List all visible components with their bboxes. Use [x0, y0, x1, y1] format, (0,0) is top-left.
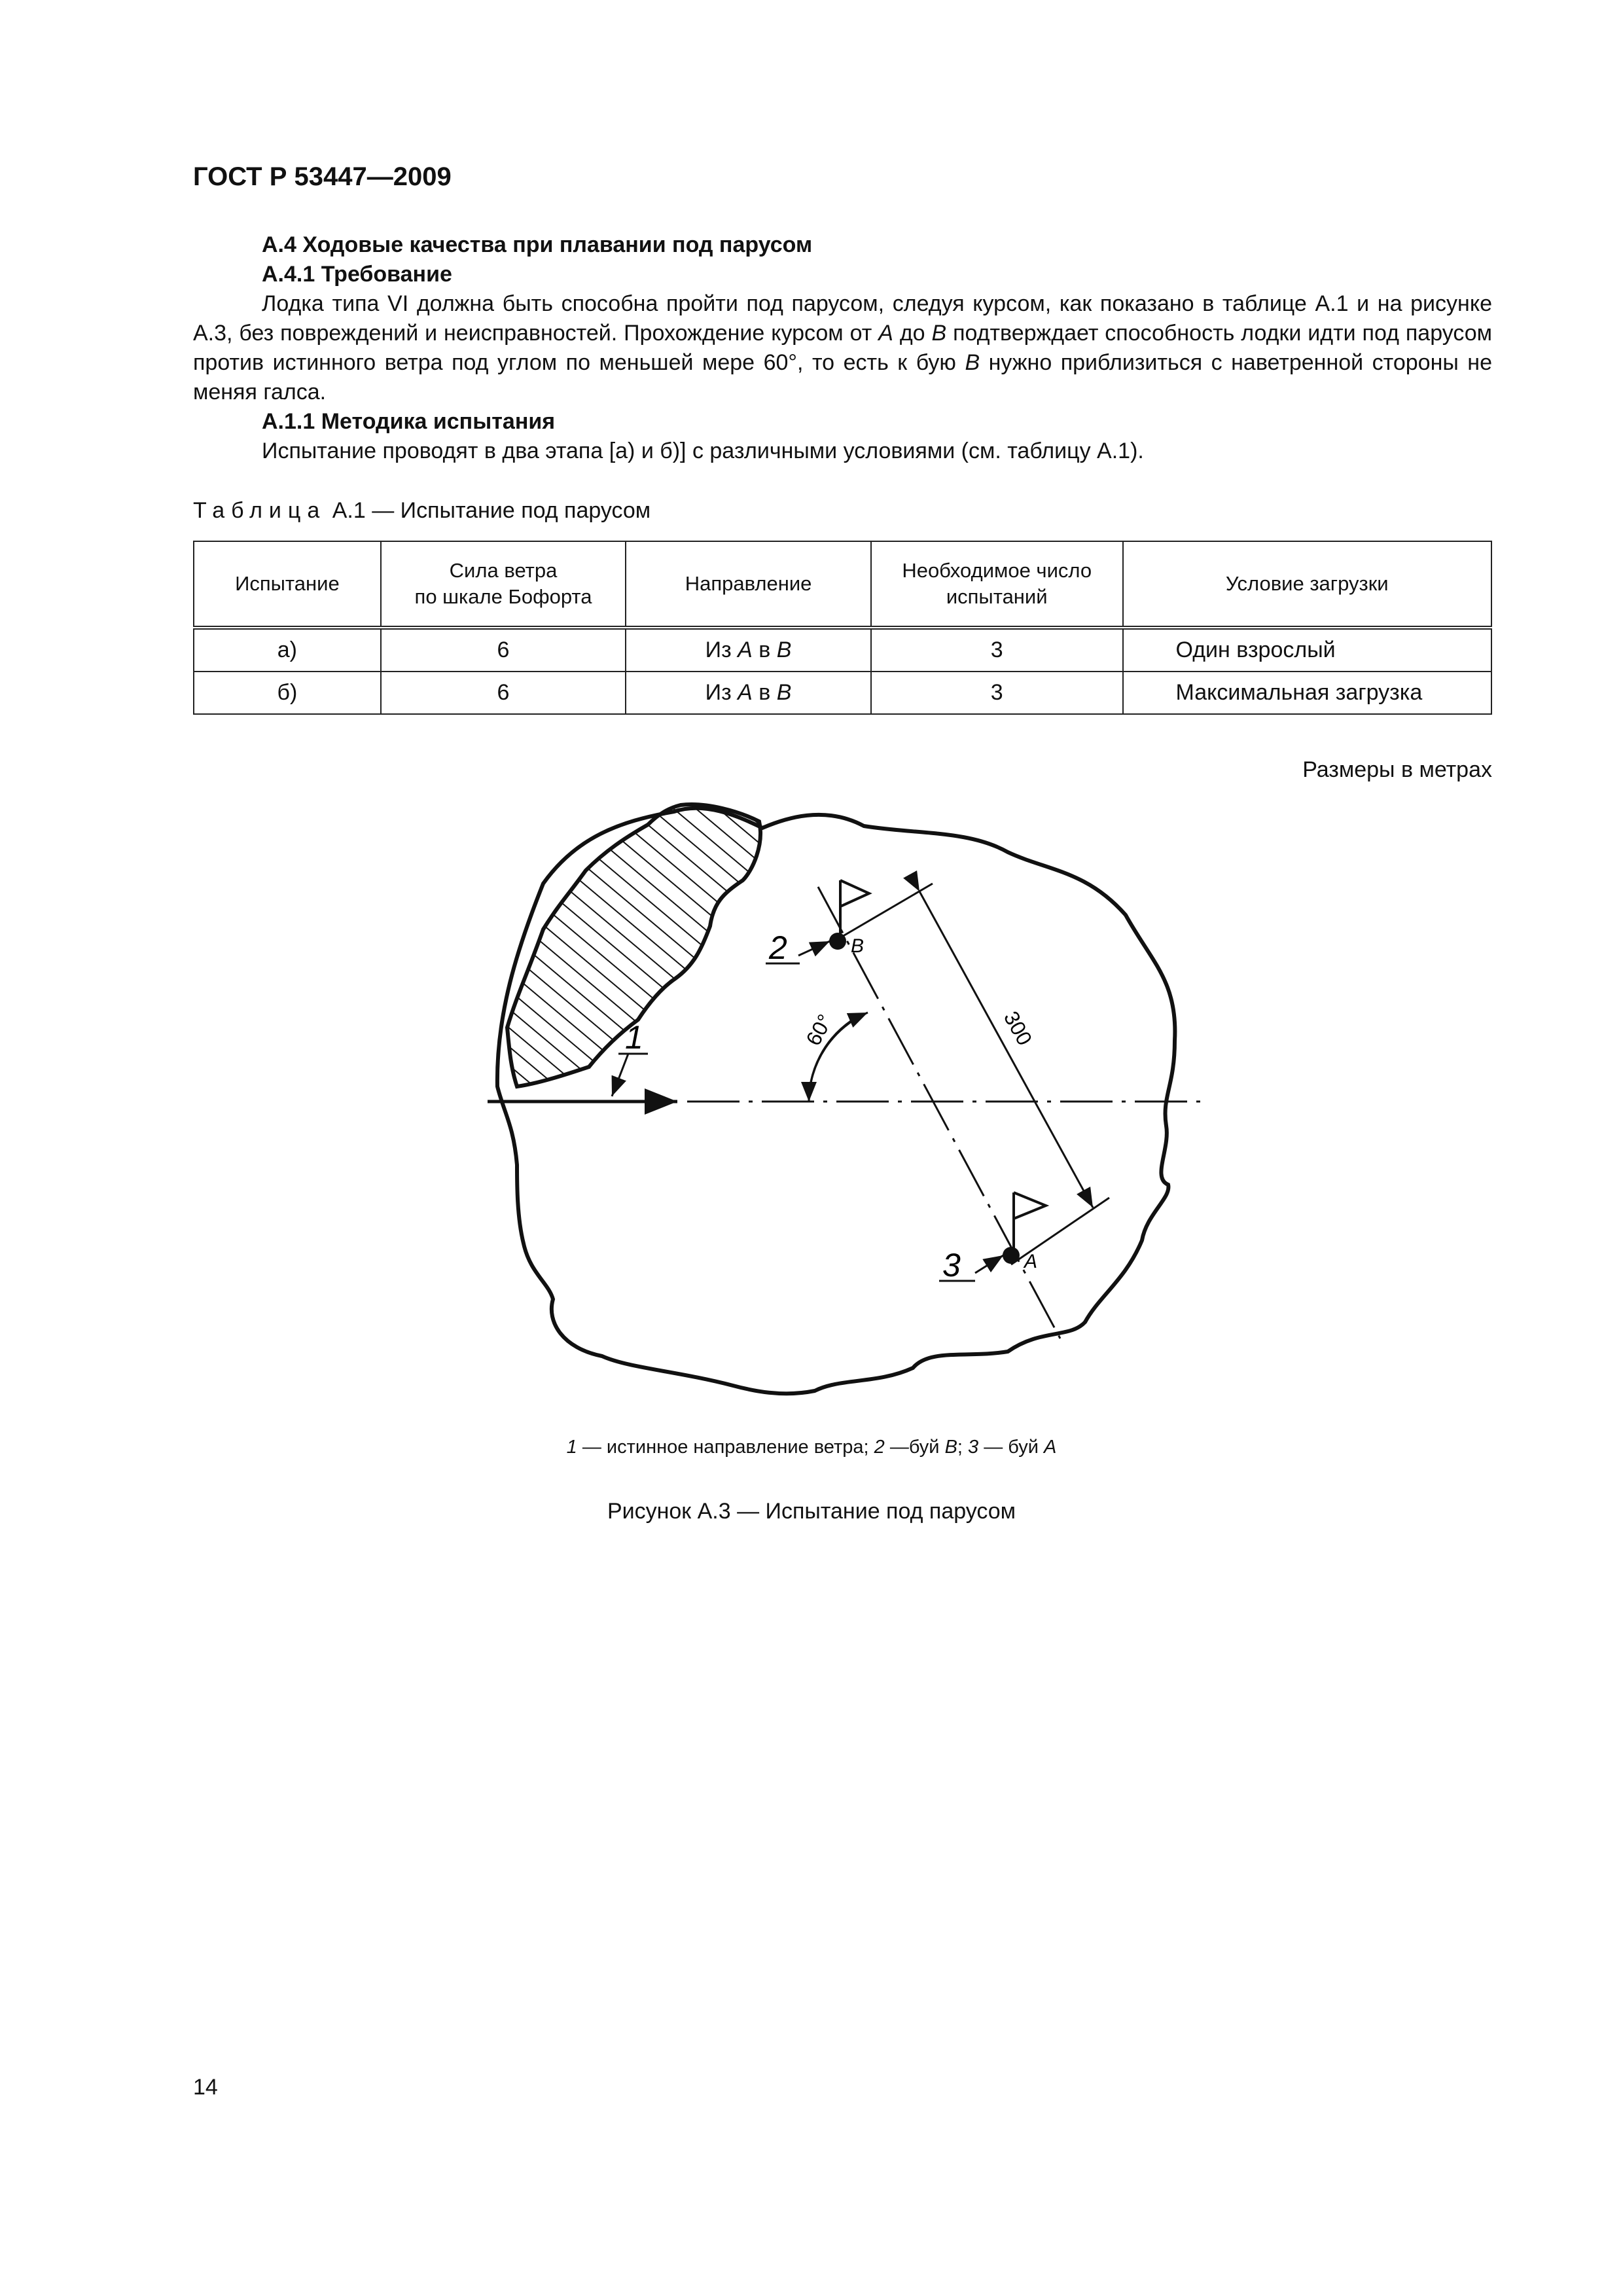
figure-legend: 1 — истинное направление ветра; 2 —буй В; 3 — буй А [566, 1437, 1057, 1458]
section-a11-text: Испытание проводят в два этапа [а) и б)] с различными условиями (см. таблицу А.1). [262, 439, 1144, 463]
buoy-b-marker [829, 933, 846, 950]
label-3: 3 [942, 1247, 961, 1283]
leader-line-1 [612, 1054, 628, 1096]
section-a4-title: А.4 Ходовые качества при плавании под парусом [262, 232, 813, 257]
leader-line-2 [798, 941, 830, 956]
angle-label: 60° [801, 1010, 837, 1050]
buoy-a-label: А [1024, 1251, 1038, 1272]
cell-test: а) [194, 628, 381, 672]
header-test: Испытание [194, 541, 381, 628]
cell-count: 3 [871, 628, 1123, 672]
header-wind-force: Сила ветра по шкале Бофорта [381, 541, 626, 628]
cell-count: 3 [871, 672, 1123, 714]
cell-test: б) [194, 672, 381, 714]
table-caption: Таблица А.1 — Испытание под парусом [193, 498, 651, 523]
label-1: 1 [625, 1019, 643, 1056]
cell-direction: Из А в В [626, 628, 871, 672]
document-code: ГОСТ Р 53447—2009 [193, 162, 452, 191]
page-number: 14 [193, 2075, 218, 2100]
figure-caption: Рисунок А.3 — Испытание под парусом [607, 1499, 1016, 1524]
buoy-a-flag-icon [1014, 1193, 1046, 1219]
buoy-a-marker [1003, 1247, 1020, 1264]
cell-wind: 6 [381, 628, 626, 672]
section-a41-text: Лодка типа VI должна быть способна пройти под парусом, следуя курсом, как показано в таблице А.1 и на рисунке А.3, без повреждений и неисправностей. Прохождение курсом от А до В подтверждает способность лодки идти под парусом против истинного ветра под углом по меньшей мере 60°, то есть к бую В нужно приблизиться с наветренной стороны не меняя галса. [193, 291, 1493, 404]
header-direction: Направление [626, 541, 871, 628]
distance-label: 300 [999, 1007, 1037, 1050]
cell-wind: 6 [381, 672, 626, 714]
dimension-line-300 [919, 891, 1093, 1208]
dimensions-note: Размеры в метрах [1302, 757, 1492, 782]
header-required-count: Необходимое число испытаний [871, 541, 1123, 628]
leader-line-3 [975, 1255, 1003, 1273]
cell-load: Один взрослый [1123, 628, 1491, 672]
header-load-condition: Условие загрузки [1123, 541, 1491, 628]
dimension-extension-b [841, 884, 933, 937]
cell-load: Максимальная загрузка [1123, 672, 1491, 714]
section-a11-title: А.1.1 Методика испытания [262, 409, 556, 434]
label-2: 2 [769, 929, 787, 966]
buoy-b-label: В [851, 935, 865, 957]
section-a41-title: А.4.1 Требование [262, 262, 452, 287]
cell-direction: Из А в В [626, 672, 871, 714]
buoy-b-flag-icon [840, 880, 869, 906]
